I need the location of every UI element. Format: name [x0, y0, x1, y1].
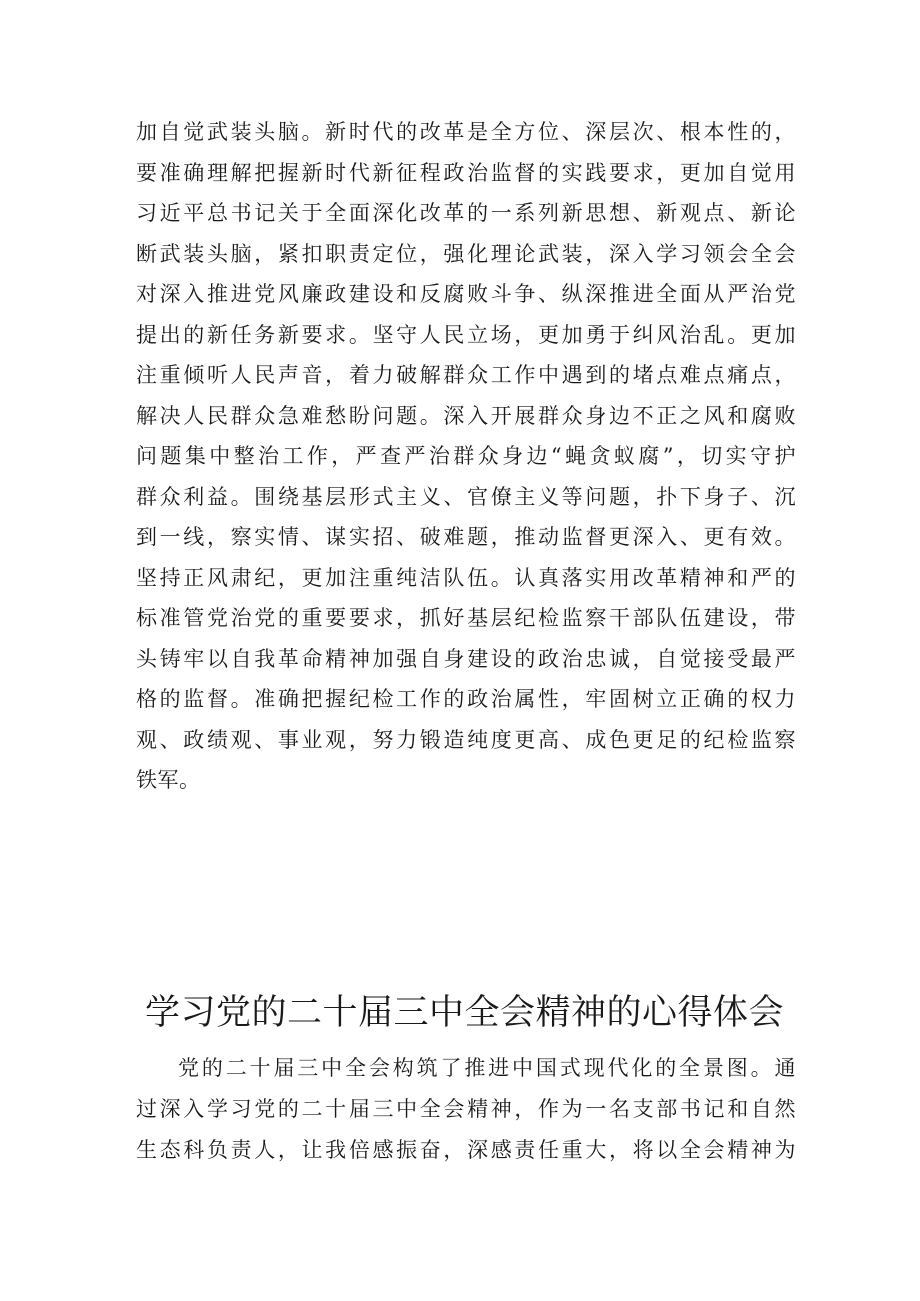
intro-paragraph — [136, 1048, 796, 1171]
text-line: 习近平总书记关于全面深化改革的一系列新思想、新观点、新论 — [136, 201, 796, 225]
text-line: 标准管党治党的重要要求，抓好基层纪检监察干部队伍建设，带 — [136, 606, 796, 630]
text-line: 生态科负责人，让我倍感振奋，深感责任重大，将以全会精神为 — [136, 1138, 796, 1162]
text-line: 加自觉武装头脑。新时代的改革是全方位、深层次、根本性的， — [136, 120, 796, 144]
text-line: 解决人民群众急难愁盼问题。深入开展群众身边不正之风和腐败 — [136, 403, 796, 428]
text-line: 到一线，察实情、谋实招、破难题，推动监督更深入、更有效。 — [136, 525, 796, 549]
text-line: 要准确理解把握新时代新征程政治监督的实践要求，更加自觉用 — [136, 160, 796, 185]
section-heading: 学习党的二十届三中全会精神的心得体会 — [145, 993, 785, 1033]
continuation-paragraph — [136, 112, 796, 801]
text-line: 坚持正风肃纪，更加注重纯洁队伍。认真落实用改革精神和严的 — [136, 565, 796, 590]
text-line: 群众利益。围绕基层形式主义、官僚主义等问题，扑下身子、沉 — [136, 484, 796, 509]
text-line: 观、政绩观、事业观，努力锻造纯度更高、成色更足的纪检监察 — [136, 727, 796, 752]
text-line: 断武装头脑，紧扣职责定位，强化理论武装，深入学习领会全会 — [136, 241, 796, 266]
text-line: 头铸牢以自我革命精神加强自身建设的政治忠诚，自觉接受最严 — [136, 646, 796, 671]
text-line: 问题集中整治工作，严查严治群众身边“蝇贪蚁腐”，切实守护 — [136, 444, 796, 468]
text-line: 注重倾听人民声音，着力破解群众工作中遇到的堵点难点痛点， — [136, 363, 796, 387]
text-line: 对深入推进党风廉政建设和反腐败斗争、纵深推进全面从严治党 — [136, 282, 796, 306]
text-line: 党的二十届三中全会构筑了推进中国式现代化的全景图。通 — [178, 1056, 796, 1080]
text-line: 过深入学习党的二十届三中全会精神，作为一名支部书记和自然 — [136, 1097, 796, 1121]
text-line: 格的监督。准确把握纪检工作的政治属性，牢固树立正确的权力 — [136, 687, 796, 711]
text-line: 提出的新任务新要求。坚守人民立场，更加勇于纠风治乱。更加 — [136, 322, 796, 347]
text-line: 铁军。 — [136, 768, 201, 792]
